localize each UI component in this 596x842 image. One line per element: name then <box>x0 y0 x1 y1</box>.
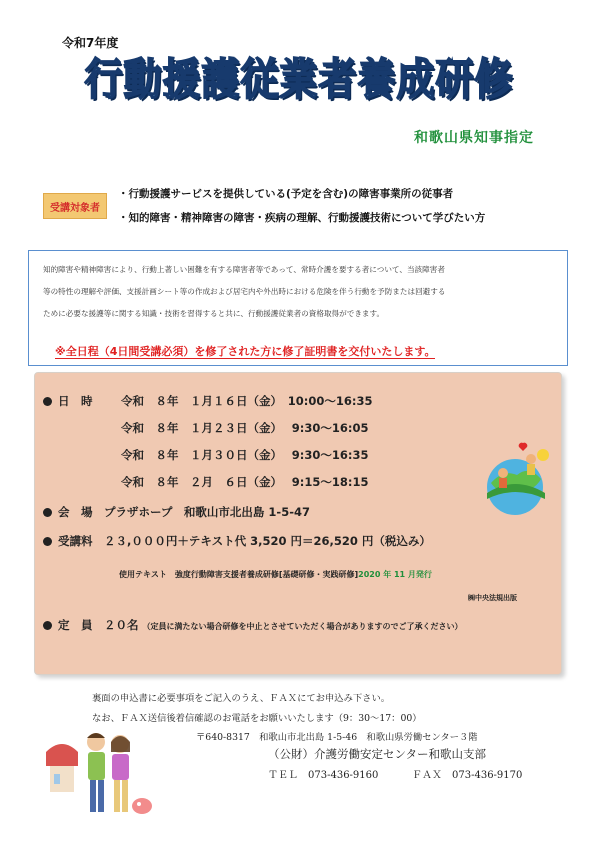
contact-fax: ＦＡＸ 073-436-9170 <box>412 770 523 781</box>
target-badge-label: 受講対象者 <box>50 202 100 214</box>
people-illustration <box>44 722 154 822</box>
venue-value: プラザホープ 和歌山市北出島 1-5-47 <box>104 505 310 519</box>
fee-row <box>43 533 431 549</box>
page-title: 行動援護従業者養成研修 <box>84 54 514 105</box>
footer-line: 裏面の申込書に必要事項をご記入のうえ、ＦＡＸにてお申込み下さい。 <box>92 693 391 704</box>
fee-value: ２３,０００円＋テキスト代 3,520 円＝26,520 円（税込み） <box>104 534 431 548</box>
bullet-icon <box>43 537 52 546</box>
capacity-row <box>43 617 463 633</box>
target-badge <box>43 193 107 219</box>
venue-row <box>43 504 310 520</box>
target-item: ・知的障害・精神障害の障害・疾病の理解、行動援護技術について学びたい方 <box>118 212 486 224</box>
schedule-panel <box>34 372 562 675</box>
contact-address: 〒640-8317 和歌山市北出島 1-5-46 和歌山県労働センター３階 <box>196 732 478 743</box>
bullet-icon <box>43 621 52 630</box>
description-line: 知的障害や精神障害により、行動上著しい困難を有する障害者等であって、常時介護を要する者について、当該障害者 <box>43 265 445 274</box>
target-item: ・行動援護サービスを提供している(予定を含む)の障害事業所の従事者 <box>118 188 454 200</box>
datetime-label: 日 時 <box>58 394 93 408</box>
description-box <box>28 250 568 366</box>
description-line: ために必要な援護等に関する知識・技術を習得すると共に、行動援護従業者の資格取得ができます。 <box>43 309 385 318</box>
capacity-value: ２０名 <box>104 618 139 632</box>
session-date: 令和 ８年 ２月 ６日（金） 9:15～18:15 <box>121 475 369 489</box>
certificate-notice: ※全日程（4日間受講必須）を修了された方に修了証明書を交付いたします。 <box>55 345 436 358</box>
globe-illustration <box>473 435 557 519</box>
session-date: 令和 ８年 １月２３日（金） 9:30～16:05 <box>121 421 369 435</box>
footer-line: なお、ＦＡＸ送信後着信確認のお電話をお願いいたします（9：30～17：00） <box>92 713 422 724</box>
textbook-year: 2020 年 11 月発行 <box>358 570 432 579</box>
bullet-icon <box>43 397 52 406</box>
textbook-title: 使用テキスト 強度行動障害支援者養成研修[基礎研修・実践研修] <box>119 570 359 579</box>
session-date: 令和 ８年 １月１６日（金） 10:00～16:35 <box>121 394 373 408</box>
contact-tel: ＴＥＬ 073-436-9160 <box>268 770 379 781</box>
bullet-icon <box>43 508 52 517</box>
fee-label: 受講料 <box>58 534 93 548</box>
target-list <box>118 182 485 230</box>
datetime-label-row <box>43 393 93 409</box>
designation-label: 和歌山県知事指定 <box>414 130 534 146</box>
session-date: 令和 ８年 １月３０日（金） 9:30～16:35 <box>121 448 369 462</box>
fiscal-year: 令和7年度 <box>62 36 119 50</box>
organization-name: （公財）介護労働安定センター和歌山支部 <box>268 747 487 761</box>
description-line: 等の特性の理解や評価、支援計画シート等の作成および居宅内や外出時における危険を伴う行動を予防または回避する <box>43 287 446 296</box>
capacity-note: （定員に満たない場合研修を中止とさせていただく場合がありますのでご了承ください） <box>142 622 463 631</box>
venue-label: 会 場 <box>58 505 93 519</box>
publisher: ㈱中央法規出版 <box>468 594 517 602</box>
capacity-label: 定 員 <box>58 618 93 632</box>
textbook-info <box>119 569 432 580</box>
